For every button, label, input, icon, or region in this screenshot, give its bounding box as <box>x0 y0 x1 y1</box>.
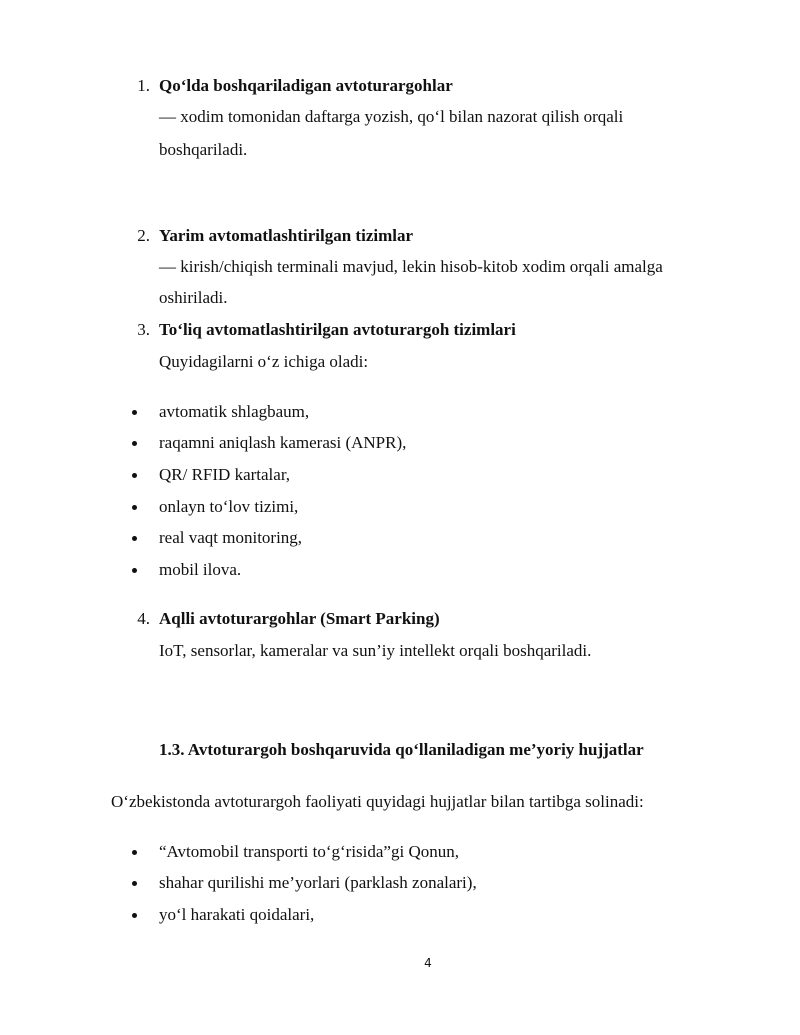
list-number: 3. <box>137 320 150 339</box>
section-heading: 1.3. Avtoturargoh boshqaruvida qo‘llaniladigan me’yoriy hujjatlar <box>159 740 644 759</box>
list-item-title: To‘liq avtomatlashtirilgan avtoturargoh tizimlari <box>159 320 516 339</box>
list-item: raqamni aniqlash kamerasi (ANPR), <box>159 433 407 452</box>
list-item: QR/ RFID kartalar, <box>159 465 291 484</box>
paragraph: O‘zbekistonda avtoturargoh faoliyati quyidagi hujjatlar bilan tartibga solinadi: <box>111 792 644 811</box>
list-number: 4. <box>137 609 150 628</box>
list-item-text: IoT, sensorlar, kameralar va sun’iy intellekt orqali boshqariladi. <box>159 641 592 660</box>
list-item-text: Quyidagilarni o‘z ichiga oladi: <box>159 352 369 371</box>
list-item-text: boshqariladi. <box>159 140 248 159</box>
list-item: avtomatik shlagbaum, <box>159 402 310 421</box>
list-item: yo‘l harakati qoidalari, <box>159 905 315 924</box>
list-item: onlayn to‘lov tizimi, <box>159 497 299 516</box>
list-item-title: Yarim avtomatlashtirilgan tizimlar <box>159 226 414 245</box>
list-item: real vaqt monitoring, <box>159 528 303 547</box>
list-item-text: oshiriladi. <box>159 288 228 307</box>
list-item: “Avtomobil transporti to‘g‘risida”gi Qonun, <box>159 842 459 861</box>
list-item: shahar qurilishi me’yorlari (parklash zonalari), <box>159 873 477 892</box>
list-item-text: — kirish/chiqish terminali mavjud, lekin hisob-kitob xodim orqali amalga <box>159 257 663 276</box>
list-item-title: Qo‘lda boshqariladigan avtoturargohlar <box>159 76 453 95</box>
list-item: mobil ilova. <box>159 560 242 579</box>
list-item-title: Aqlli avtoturargohlar (Smart Parking) <box>159 609 440 628</box>
list-number: 2. <box>137 226 150 245</box>
page-number: 4 <box>424 956 432 970</box>
list-number: 1. <box>137 76 150 95</box>
list-item-text: — xodim tomonidan daftarga yozish, qo‘l bilan nazorat qilish orqali <box>159 107 624 126</box>
